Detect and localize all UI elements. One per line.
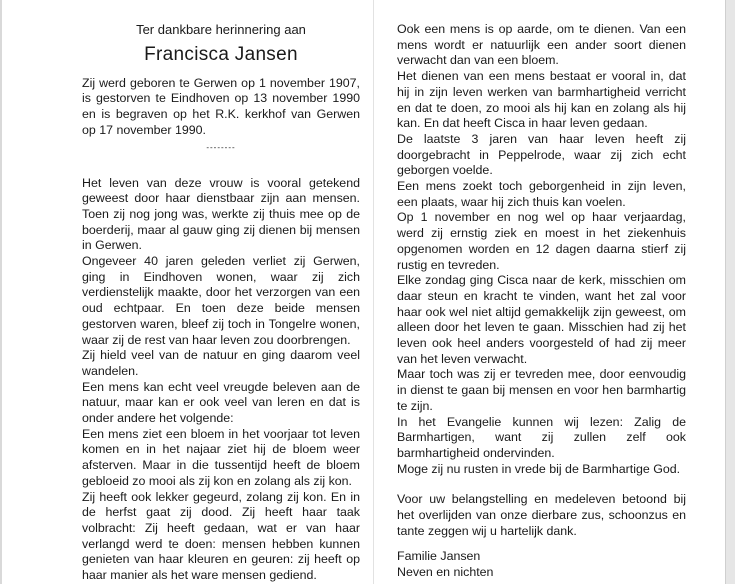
signature-family: Familie Jansen — [397, 548, 481, 563]
right-paragraph: Een mens zoekt toch geborgenheid in zijn leven, een plaats, waar hij zich thuis kan voelen. — [397, 179, 686, 209]
left-paragraph: Zij hield veel van de natuur en ging daarom veel wandelen. — [82, 348, 360, 378]
card-fold-line — [373, 0, 374, 584]
signature-relatives: Neven en nichten — [397, 565, 494, 580]
right-paragraph: In het Evangelie kunnen wij lezen: Zalig de Barmhartigen, want zij zullen zelf ook barmhartigheid ondervinden. — [397, 414, 686, 460]
deceased-name: Francisca Jansen — [144, 43, 298, 65]
left-column — [82, 22, 360, 584]
left-paragraph: Zij heeft ook lekker gegeurd, zolang zij kon. En in de herfst gaat zij dood. Zij heeft haar taak volbracht: Zij heeft gedaan, wat er van haar verlangd werd te doen: mensen hebben kunnen genieten van haar kleuren en geuren: zij heeft op haar manier als het ware mensen gediend. — [82, 489, 360, 583]
right-paragraph: Ook een mens is op aarde, om te dienen. Van een mens wordt er natuurlijk een ander soort dienen verwacht dan van een bloem. — [397, 22, 686, 68]
left-paragraph: Een mens kan echt veel vreugde beleven aan de natuur, maar kan er ook veel van leren en dat is onder andere het volgende: — [82, 379, 360, 426]
dedication-text: Ter dankbare herinnering aan — [136, 22, 306, 37]
right-paragraph: De laatste 3 jaren van haar leven heeft zij doorgebracht in Peppelrode, waar zij zich echt geborgen voelde. — [397, 131, 686, 178]
left-paragraph: Een mens ziet een bloem in het voorjaar tot leven komen en in het najaar ziet hij de bloem weer afsterven. Maar in die tussentijd heeft de bloem gebloeid zo mooi als zij kon en zolang als zij kon. — [82, 426, 360, 488]
spacer — [397, 477, 686, 492]
signature-block — [397, 549, 686, 581]
left-border — [0, 0, 2, 584]
right-paragraph: Moge zij nu rusten in vrede bij de Barmhartige God. — [397, 461, 681, 476]
right-paragraph: Elke zondag ging Cisca naar de kerk, misschien om daar steun en kracht te vinden, want het zal voor haar ook wel niet altijd gemakkelijk zijn geweest, om alleen door het leven te gaan. Misschien had zij het leven ook heel anders voorgesteld of had zij meer van het leven verwacht. — [397, 273, 686, 366]
right-paragraph: Maar toch was zij er tevreden mee, door eenvoudig in dienst te gaan bij mensen en voor hen barmhartig te zijn. — [397, 367, 686, 413]
right-paragraph: Op 1 november en nog wel op haar verjaardag, werd zij ernstig ziek en moest in het ziekenhuis opgenomen worden en 12 dagen daarna stierf zij rustig en tevreden. — [397, 210, 686, 272]
right-paragraph: Het dienen van een mens bestaat er vooral in, dat hij in zijn leven werken van barmhartigheid verricht en dat te doen, zo mooi als hij kan en zolang als hij kan. En dat heeft Cisca in haar leven gedaan. — [397, 69, 686, 131]
left-paragraph: Het leven van deze vrouw is vooral getekend geweest door haar dienstbaar zijn aan mensen. Toen zij nog jong was, werkte zij thuis mee op de boerderij, maar al gauw ging zij dienen bij mensen in Gerwen. — [82, 175, 360, 253]
divider: -------- — [206, 142, 236, 152]
left-paragraph: Ongeveer 40 jaren geleden verliet zij Gerwen, ging in Eindhoven wonen, waar zij zich verdienstelijk maakte, door het verzorgen van een oud echtpaar. En toen deze beide mensen gestorven waren, bleef zij toch in Tongelre wonen, waar zij de rest van haar leven zou doorbrengen. — [82, 254, 360, 347]
birth-death-text: Zij werd geboren te Gerwen op 1 november 1907, is gestorven te Eindhoven op 13 november 1990 en is begraven op het R.K. kerkhof van Gerwen op 17 november 1990. — [82, 75, 360, 137]
right-column — [397, 22, 686, 581]
window-scrollbar[interactable] — [725, 0, 735, 584]
thanks-text: Voor uw belangstelling en medeleven betoond bij het overlijden van onze dierbare zus, schoonzus en tante zeggen wij u hartelijk dank. — [397, 492, 686, 538]
